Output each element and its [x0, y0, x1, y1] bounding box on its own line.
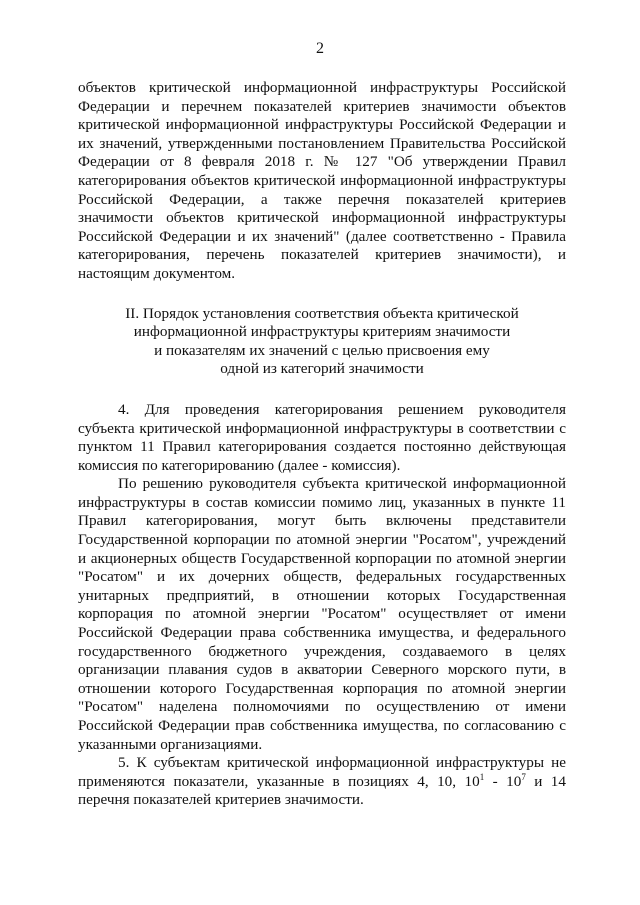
spacer: [78, 284, 566, 305]
section-heading-line: и показателям их значений с целью присвоения ему: [154, 341, 490, 359]
intro-paragraph: объектов критической информационной инфраструктуры Российской Федерации и перечнем показателей критериев значимости объектов критической информационной инфраструктуры Российской Федерации и их значений, утвержденными постановлением Правительства Российской Федерации от 8 февраля 2018 г. № 127 "Об утверждении Правил категорирования объектов критической информационной инфраструктуры Российской Федерации, а также перечня показателей критериев значимости объектов критической информационной инфраструктуры Российской Федерации и их значений" (далее соответственно - Правила категорирования, перечень показателей критериев значимости), и настоящим документом.: [78, 79, 566, 282]
paragraph-5-text: и 14 перечня показателей критериев значимости.: [78, 772, 566, 809]
section-heading-line: информационной инфраструктуры критериям значимости: [133, 323, 511, 341]
paragraph-5: [78, 754, 566, 810]
paragraph-4: 4. Для проведения категорирования решением руководителя субъекта критической информационной инфраструктуры в соответствии с пунктом 11 Правил категорирования создается постоянно действующая комиссия по категорированию (далее - комиссия).: [78, 400, 566, 474]
spacer: [78, 379, 566, 401]
section-heading-line: II. Порядок установления соответствия объекта критической: [125, 304, 519, 322]
document-body: [78, 79, 566, 810]
superscript: 7: [521, 771, 526, 782]
paragraph-5-text: 5. К субъектам критической информационной инфраструктуры не применяются показатели, указанные в позициях 4, 10, 10: [78, 754, 566, 790]
paragraph-4-continuation: По решению руководителя субъекта критической информационной инфраструктуры в состав комиссии помимо лиц, указанных в пункте 11 Правил категорирования, могут быть включены представители Государственной корпорации по атомной энергии "Росатом", учреждений и акционерных обществ Государственной корпорации по атомной энергии "Росатом" и их дочерних обществ, федеральных государственных унитарных предприятий, в отношении которых Государственная корпорация по атомной энергии "Росатом" осуществляет от имени Российской Федерации права собственника имущества, и федерального государственного бюджетного учреждения, создаваемого в целях организации плавания судов в акватории Северного морского пути, в отношении которого Государственная корпорация по атомной энергии "Росатом" наделена полномочиями по осуществлению от имени Российской Федерации прав собственника имущества, по согласованию с указанными организациями.: [78, 475, 566, 753]
section-heading: [78, 305, 566, 379]
page-number: 2: [316, 40, 324, 57]
paragraph-5-text: - 10: [484, 772, 522, 790]
superscript: 1: [479, 771, 485, 782]
section-heading-line: одной из категорий значимости: [220, 360, 424, 378]
